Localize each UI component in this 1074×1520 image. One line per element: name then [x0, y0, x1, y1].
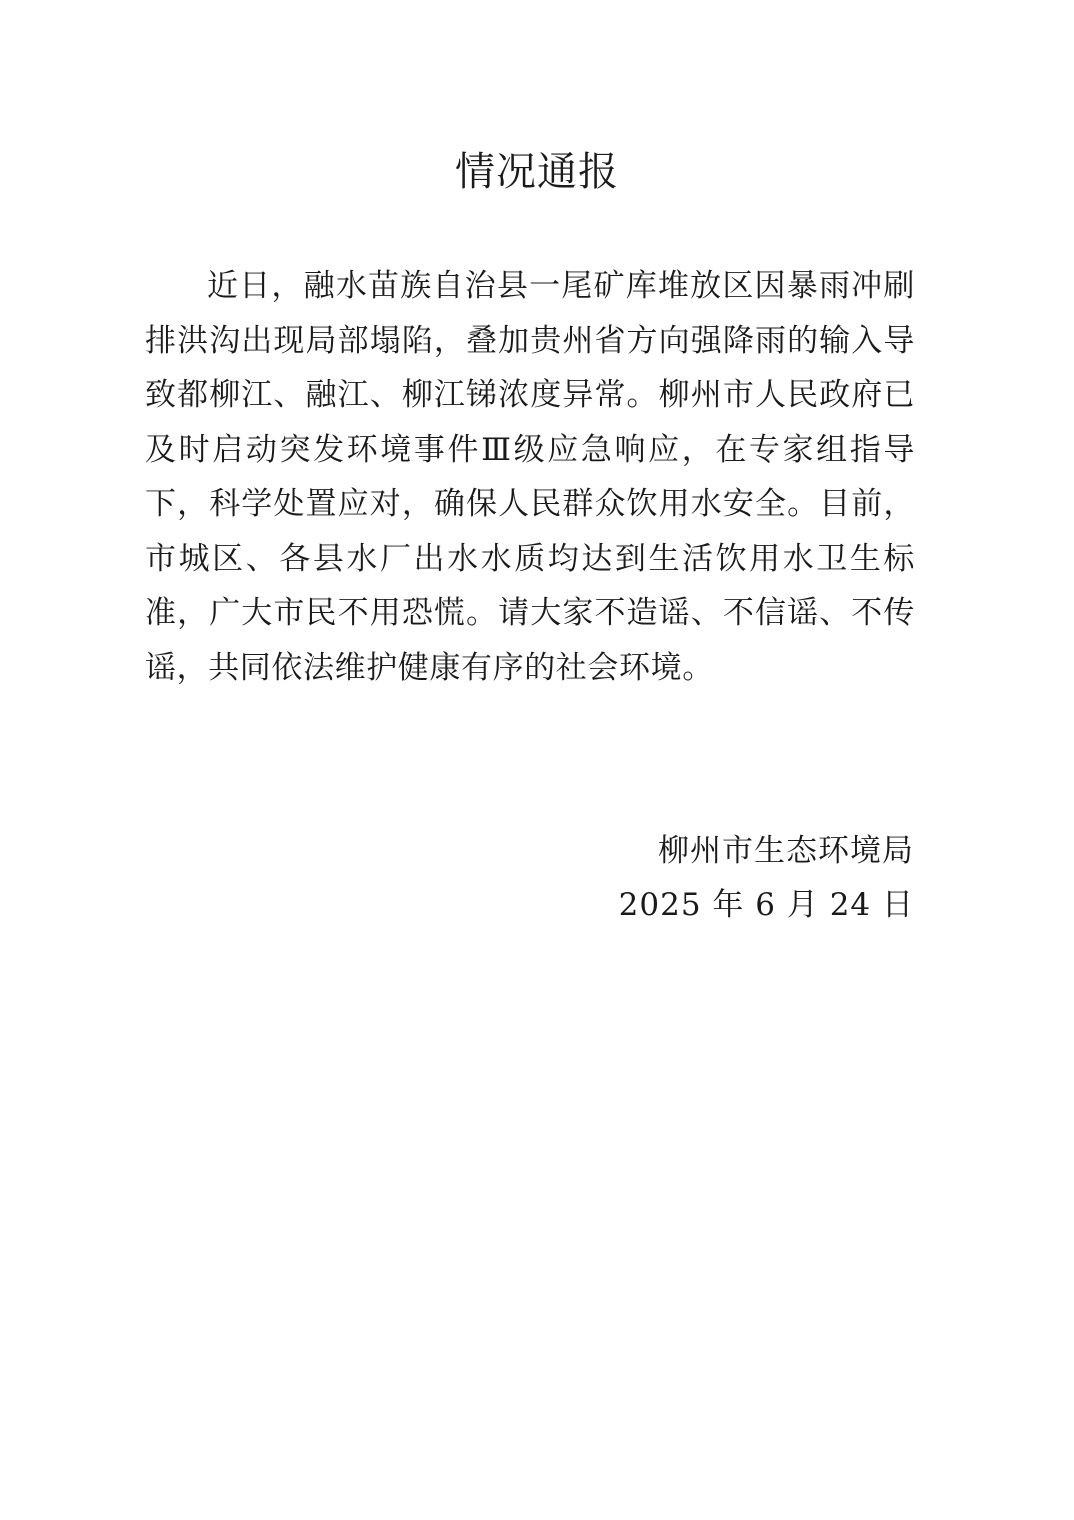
signature-block: [619, 824, 914, 932]
notice-body: 近日，融水苗族自治县一尾矿库堆放区因暴雨冲刷排洪沟出现局部塌陷，叠加贵州省方向强降雨的输入导致都柳江、融江、柳江锑浓度异常。柳州市人民政府已及时启动突发环境事件Ⅲ级应急响应，在专家组指导下，科学处置应对，确保人民群众饮用水安全。目前，市城区、各县水厂出水水质均达到生活饮用水卫生标准，广大市民不用恐慌。请大家不造谣、不信谣、不传谣，共同依法维护健康有序的社会环境。: [145, 268, 915, 686]
issuer-name: 柳州市生态环境局: [658, 833, 914, 869]
issue-date: 2025 年 6 月 24 日: [618, 887, 914, 923]
notice-title: 情况通报: [455, 149, 619, 195]
